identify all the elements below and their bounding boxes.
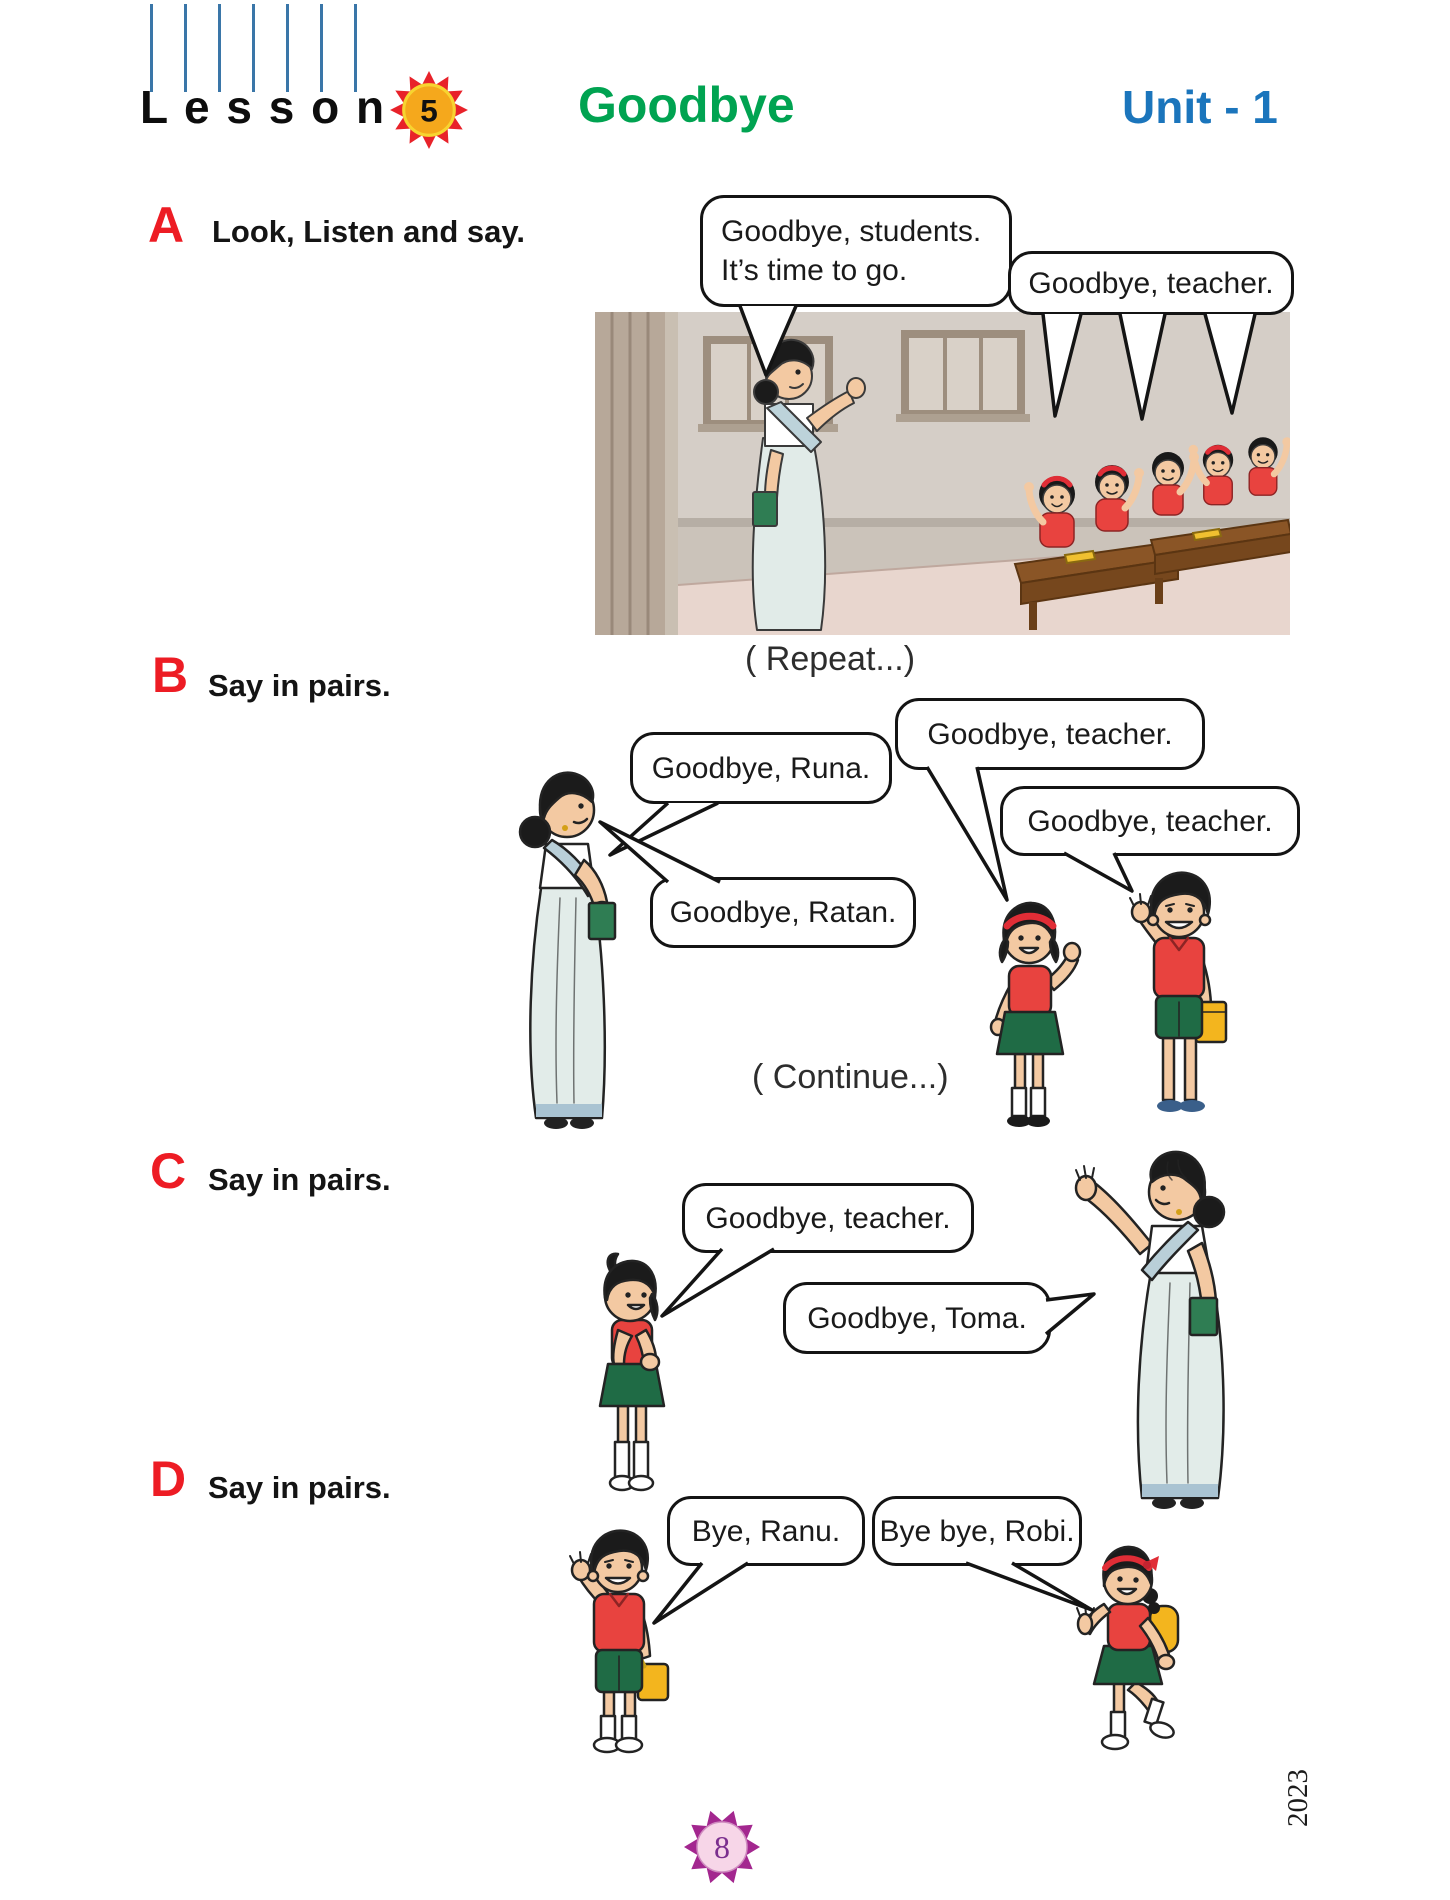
speech-tail [952, 1560, 1102, 1616]
speech-tail [915, 764, 1015, 906]
bubble-text: Goodbye, Toma. [807, 1301, 1027, 1335]
section-a-letter: A [148, 197, 185, 253]
bubble-text: Goodbye, Ratan. [669, 896, 897, 929]
rule-line [320, 4, 323, 92]
lesson-number: 5 [420, 92, 438, 129]
page-title: Goodbye [578, 77, 795, 133]
window-icon [896, 330, 1030, 422]
bubble-text-line: Goodbye, students. [721, 215, 982, 248]
speech-bubble-students-a [1008, 251, 1294, 315]
section-c-letter: C [150, 1143, 187, 1199]
page-number: 8 [714, 1829, 730, 1865]
speech-tail [640, 1560, 760, 1630]
speech-bubble-boy-b [1000, 786, 1300, 856]
continue-note: ( Continue...) [752, 1058, 949, 1096]
rule-line [286, 4, 289, 92]
section-c-instruction: Say in pairs. [208, 1162, 391, 1197]
girl-illustration-b [968, 896, 1098, 1131]
speech-bubble-runa [630, 732, 892, 804]
section-b-letter: B [152, 647, 189, 703]
speech-bubble-girl-d [872, 1496, 1082, 1566]
sun-badge-icon [389, 70, 469, 150]
unit-label: Unit - 1 [1122, 81, 1278, 133]
speech-bubble-girl-b [895, 698, 1205, 770]
lesson-label: L e s s o n [140, 81, 387, 133]
boy-illustration-b [1108, 866, 1258, 1141]
section-d-letter: D [150, 1451, 187, 1507]
speech-tail [1025, 311, 1275, 426]
bubble-text: Goodbye, Runa. [651, 751, 871, 785]
section-a-instruction: Look, Listen and say. [212, 214, 525, 249]
speech-tail [722, 303, 812, 381]
flower-page-badge-icon [683, 1808, 761, 1886]
speech-tail [645, 1246, 785, 1322]
rule-line [218, 4, 221, 92]
speech-bubble-girl-c [682, 1183, 974, 1253]
speech-bubble-teacher-c [783, 1282, 1051, 1354]
speech-tail [1042, 1290, 1100, 1342]
rule-line [354, 4, 357, 92]
bubble-text: Goodbye, teacher. [1028, 266, 1274, 300]
bubble-text: Bye, Ranu. [691, 1514, 841, 1548]
edition-year [1256, 1756, 1340, 1840]
year-text: 2023 [1281, 1769, 1314, 1827]
rule-line [150, 4, 153, 92]
speech-bubble-boy-d [667, 1496, 865, 1566]
speech-bubble-ratan [650, 877, 916, 948]
bubble-text: Bye bye, Robi. [879, 1514, 1075, 1548]
rule-line [184, 4, 187, 92]
bubble-text: Goodbye, teacher. [705, 1201, 951, 1235]
section-b-instruction: Say in pairs. [208, 668, 391, 703]
bubble-text-line: It’s time to go. [721, 254, 908, 287]
speech-tail [1050, 850, 1145, 896]
section-d-instruction: Say in pairs. [208, 1470, 391, 1505]
rule-line [252, 4, 255, 92]
speech-bubble-teacher-a [700, 195, 1012, 307]
bubble-text: Goodbye, teacher. [1027, 804, 1273, 838]
bubble-text: Goodbye, teacher. [927, 717, 1173, 751]
repeat-note: ( Repeat...) [745, 640, 916, 678]
speech-tail [588, 814, 733, 886]
